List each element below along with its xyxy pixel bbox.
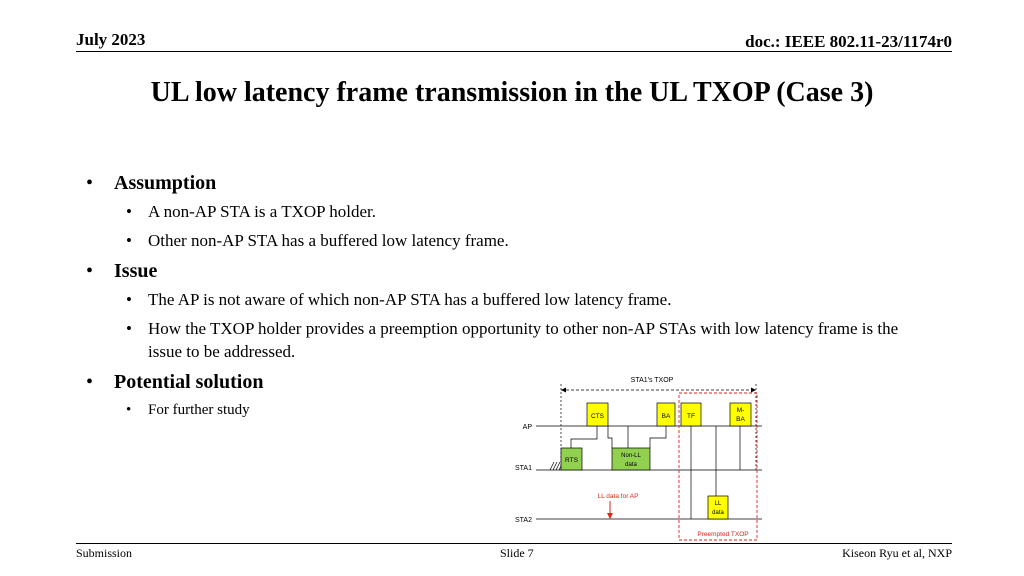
sub-bullet-text: Other non-AP STA has a buffered low latency frame. (148, 231, 509, 250)
sub-bullet: • For further study (126, 402, 250, 418)
sub-bullet: • Other non-AP STA has a buffered low latency frame. (126, 231, 509, 250)
bullet-dot: • (86, 172, 94, 194)
ll-arrival-arrowhead (607, 513, 613, 519)
sub-bullet: • The AP is not aware of which non-AP STA has a buffered low latency frame. (126, 290, 672, 309)
sub-bullet-list (114, 288, 936, 363)
preempted-txop-label: Preempted TXOP (697, 531, 749, 538)
bullet-dot: • (86, 260, 94, 282)
mba-label-line2: BA (736, 416, 745, 423)
bullet-issue (86, 258, 936, 363)
bullet-heading: Assumption (114, 172, 217, 194)
row-label-sta2: STA2 (515, 517, 532, 524)
sub-bullet-text: For further study (148, 402, 250, 418)
bullet-heading: Potential solution (114, 371, 264, 393)
footer-authors: Kiseon Ryu et al, NXP (842, 546, 952, 560)
ba-label: BA (661, 413, 671, 420)
txop-timing-diagram (500, 368, 780, 543)
header-doc-id: doc.: IEEE 802.11-23/1174r0 (745, 32, 952, 51)
header-divider (76, 51, 952, 52)
sub-bullet-text: How the TXOP holder provides a preemption opportunity to other non-AP STAs with low latency frame is the issue to be addressed. (148, 319, 899, 361)
txop-arrow-right (751, 388, 756, 393)
sub-bullet: • A non-AP STA is a TXOP holder. (126, 202, 376, 221)
slide-title: UL low latency frame transmission in the UL TXOP (Case 3) (150, 77, 874, 108)
tf-label: TF (687, 413, 695, 420)
txop-arrow-left (561, 388, 566, 393)
ll-arrival-label: LL data for AP (597, 493, 639, 500)
txop-label: STA1's TXOP (630, 377, 674, 384)
footer-divider (76, 543, 952, 544)
bullet-dot: • (86, 371, 94, 393)
row-label-sta1: STA1 (515, 465, 532, 472)
rts-label: RTS (565, 457, 578, 464)
footer-slide-number: Slide 7 (500, 546, 534, 560)
ll-data-label-line1: LL (714, 501, 722, 507)
bullet-heading: Issue (114, 260, 158, 282)
sub-bullet-list (114, 200, 936, 252)
non-ll-label-line2: data (625, 462, 637, 468)
bullet-assumption (86, 170, 936, 252)
cts-label: CTS (591, 413, 604, 420)
sub-bullet-text: The AP is not aware of which non-AP STA has a buffered low latency frame. (148, 290, 672, 309)
header-date: July 2023 (76, 30, 146, 49)
sub-bullet-text: A non-AP STA is a TXOP holder. (148, 202, 376, 221)
row-label-ap: AP (522, 424, 532, 431)
sub-bullet: • How the TXOP holder provides a preemption opportunity to other non-AP STAs with low latency frame is the issue to be addressed. (126, 319, 899, 361)
ll-data-label-line2: data (712, 510, 724, 516)
mba-label-line1: M- (736, 407, 745, 414)
footer-submission: Submission (76, 546, 133, 560)
non-ll-label-line1: Non-LL (621, 453, 641, 459)
